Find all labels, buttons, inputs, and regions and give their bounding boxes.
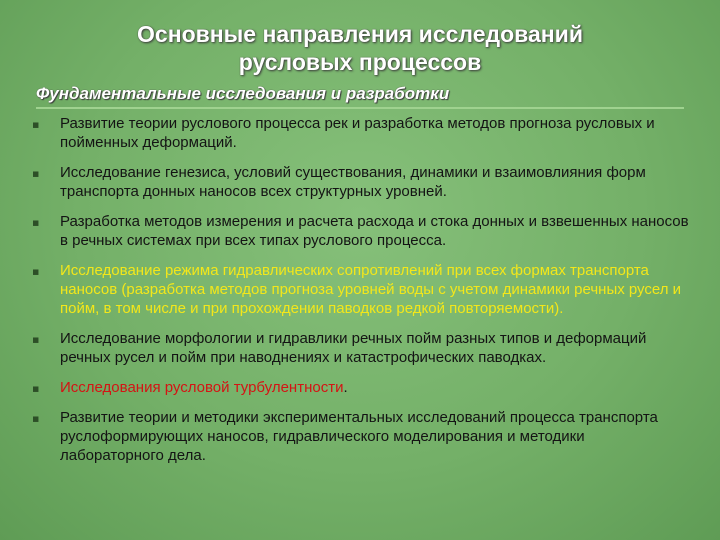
list-item-text: Развитие теории и методики экспериментальных исследований процесса транспорта руслоформирующих наносов, гидравлического моделирования и методики лабораторного дела. bbox=[60, 409, 658, 464]
list-item bbox=[30, 212, 690, 250]
list-item-text: Исследование морфологии и гидравлики речных пойм разных типов и деформаций речных русел и пойм при наводнениях и катастрофических паводках. bbox=[60, 330, 647, 366]
square-bullet-icon: ▪ bbox=[32, 216, 40, 229]
list-item bbox=[30, 329, 690, 367]
square-bullet-icon: ▪ bbox=[32, 382, 40, 395]
list-item-text: Исследование генезиса, условий существования, динамики и взаимовлияния форм транспорта донных наносов всех структурных уровней. bbox=[60, 164, 646, 200]
list-item-text: Развитие теории руслового процесса рек и разработка методов прогноза русловых и пойменных деформаций. bbox=[60, 115, 655, 151]
list-item bbox=[30, 114, 690, 152]
list-item-suffix: . bbox=[343, 379, 348, 396]
list-item-text: Разработка методов измерения и расчета расхода и стока донных и взвешенных наносов в речных системах при всех типах руслового процесса. bbox=[60, 213, 689, 249]
square-bullet-icon: ▪ bbox=[32, 118, 40, 131]
section-subtitle: Фундаментальные исследования и разработки bbox=[36, 84, 450, 103]
list-item bbox=[30, 408, 690, 465]
slide-title bbox=[0, 20, 720, 76]
bullet-list bbox=[30, 114, 690, 476]
square-bullet-icon: ▪ bbox=[32, 412, 40, 425]
list-item-text-highlighted: Исследования русловой турбулентности bbox=[60, 379, 344, 396]
title-line-1: Основные направления исследований bbox=[137, 21, 583, 47]
list-item-text-highlighted: Исследование режима гидравлических сопротивлений при всех формах транспорта наносов (разработка методов прогноза уровней воды с учетом динамики речных русел и пойм, в том числе и при прохождении паводков редкой повторяемости). bbox=[60, 262, 682, 317]
list-item bbox=[30, 163, 690, 201]
square-bullet-icon: ▪ bbox=[32, 167, 40, 180]
title-line-2: русловых процессов bbox=[238, 49, 482, 75]
subtitle-divider bbox=[36, 107, 684, 109]
square-bullet-icon: ▪ bbox=[32, 265, 40, 278]
list-item bbox=[30, 378, 690, 397]
square-bullet-icon: ▪ bbox=[32, 333, 40, 346]
list-item bbox=[30, 261, 690, 318]
